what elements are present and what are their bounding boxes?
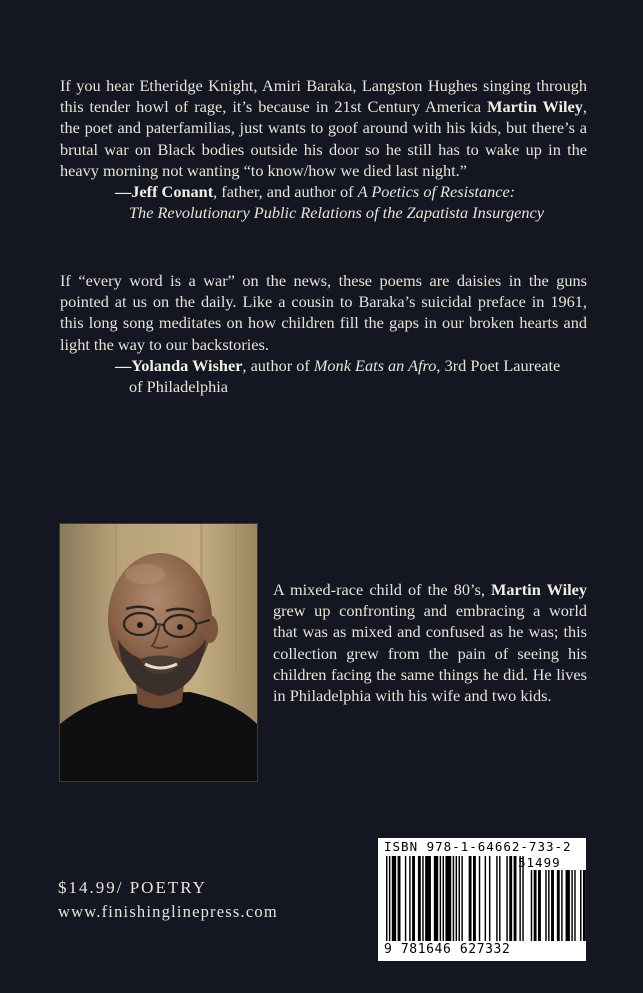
attribution-name: Jeff Conant bbox=[131, 182, 214, 202]
ean-bar bbox=[485, 856, 486, 941]
ean-bar bbox=[418, 856, 421, 941]
ean-bar bbox=[443, 856, 444, 941]
attribution-name: Yolanda Wisher bbox=[131, 355, 243, 375]
addon-bar bbox=[548, 870, 549, 941]
ean-bar bbox=[473, 856, 476, 941]
ean-bar bbox=[425, 856, 431, 941]
addon-bar bbox=[534, 870, 537, 941]
author-name: Martin Wiley bbox=[491, 580, 587, 599]
ean-bar bbox=[398, 856, 401, 941]
isbn-barcode bbox=[378, 838, 586, 961]
book-title: A Poetics of Resistance: bbox=[357, 182, 516, 202]
addon-bar bbox=[571, 870, 572, 941]
ean-bar bbox=[389, 856, 390, 941]
ean-bar bbox=[434, 856, 438, 941]
blurb-attribution bbox=[115, 355, 587, 397]
attribution-text: , father, and author of bbox=[213, 182, 358, 202]
blurb-text-part: If you hear Etheridge Knight, Amiri Baraka, Langston Hughes singing through this tender howl of rage, it’s because in 21st Century America bbox=[60, 76, 587, 117]
price-category: $14.99/ POETRY bbox=[58, 878, 207, 897]
blurb-attribution bbox=[115, 181, 587, 223]
ean-bar bbox=[514, 856, 517, 941]
ean-bar bbox=[412, 856, 415, 941]
ean-bar bbox=[422, 856, 423, 941]
addon-bar bbox=[574, 870, 575, 941]
blurb-text bbox=[60, 75, 587, 181]
attribution-dash: — bbox=[115, 182, 132, 202]
addon-bar bbox=[580, 870, 581, 941]
ean-bar bbox=[496, 856, 497, 941]
ean-bar bbox=[392, 856, 396, 941]
blurb-text-part: , the poet and paterfamilias, just wants to goof around with his kids, but there’s a brutal war on Black bodies outside his door so he still has to wake up in the heavy morning not wanting “to know/how we died last night.” bbox=[60, 97, 587, 180]
bio-text-part: grew up confronting and embracing a world that was as mixed and confused as he was; this collection grew from the pain of seeing his children facing the same things he did. He lives in Philadelphia with his wife and two kids. bbox=[273, 601, 587, 706]
attribution-text: , author of bbox=[242, 355, 314, 375]
author-photo bbox=[59, 523, 258, 782]
ean-bar bbox=[469, 856, 472, 941]
ean-bar bbox=[489, 856, 490, 941]
book-title: Monk Eats an Afro bbox=[313, 355, 437, 375]
ean-digits: 9 781646 627332 bbox=[384, 942, 511, 957]
addon-bar bbox=[551, 870, 554, 941]
ean-bar bbox=[456, 856, 457, 941]
ean-bar bbox=[479, 856, 480, 941]
book-title: The Revolutionary Public Relations of the Zapatista Insurgency bbox=[129, 203, 544, 223]
addon-bar bbox=[557, 870, 560, 941]
ean-bar bbox=[461, 856, 462, 941]
addon-bar bbox=[538, 870, 541, 941]
author-bio bbox=[273, 579, 587, 706]
ean-bar bbox=[405, 856, 406, 941]
publisher-website: www.finishinglinepress.com bbox=[58, 902, 278, 921]
addon-bar bbox=[545, 870, 546, 941]
ean-bar bbox=[445, 856, 451, 941]
addon-bar bbox=[566, 870, 570, 941]
addon-bar bbox=[531, 870, 532, 941]
price-code: 51499 bbox=[518, 855, 561, 870]
blurb-yolanda-wisher bbox=[60, 270, 587, 397]
isbn-label: ISBN 978-1-64662-733-2 bbox=[384, 839, 572, 854]
addon-bar bbox=[583, 870, 586, 941]
ean-bar bbox=[440, 856, 441, 941]
ean-bar bbox=[453, 856, 454, 941]
ean-bar bbox=[409, 856, 410, 941]
blurb-jeff-conant bbox=[60, 75, 587, 223]
bio-text-part: A mixed-race child of the 80’s, bbox=[273, 580, 492, 599]
ean-bar bbox=[506, 856, 507, 941]
blurb-text: If “every word is a war” on the news, these poems are daisies in the guns pointed at us on the daily. Like a cousin to Baraka’s suicidal preface in 1961, this long song meditates on how children fill the gaps in our broken hearts and light the way to our backstories. bbox=[60, 271, 587, 354]
attribution-text: of Philadelphia bbox=[129, 377, 229, 397]
ean-bar bbox=[509, 856, 512, 941]
ean-bar bbox=[459, 856, 460, 941]
attribution-dash: — bbox=[115, 355, 132, 375]
author-name: Martin Wiley bbox=[487, 97, 583, 117]
attribution-text: , 3rd Poet Laureate bbox=[436, 355, 561, 375]
addon-bar bbox=[561, 870, 562, 941]
ean-bar bbox=[499, 856, 500, 941]
ean-bar bbox=[386, 856, 387, 941]
